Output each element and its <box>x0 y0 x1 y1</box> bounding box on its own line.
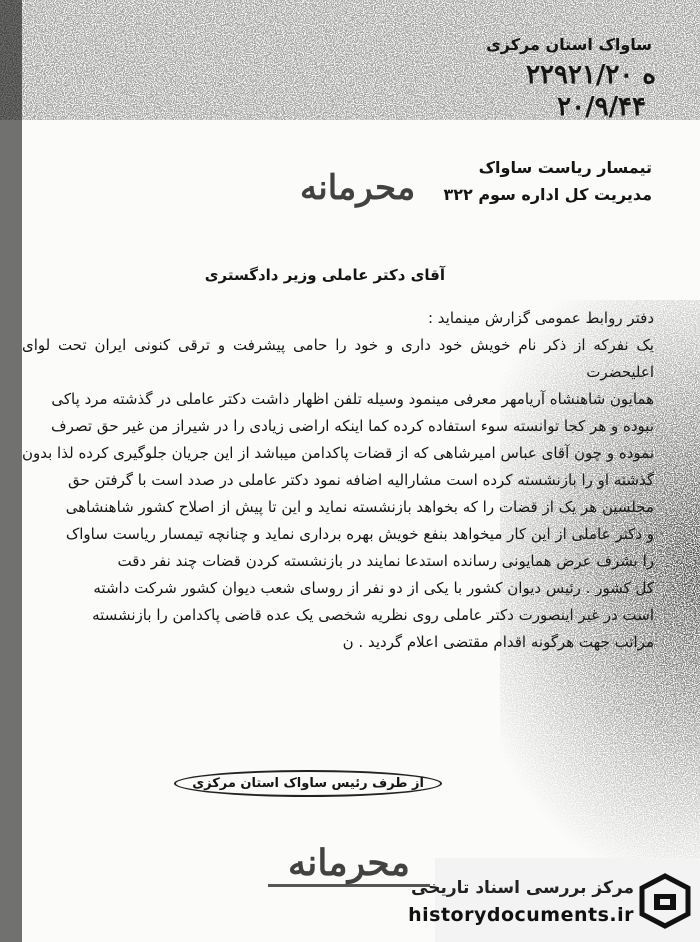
closing-signature-stamp: از طرف رئیس ساواک استان مرکزی <box>174 770 442 797</box>
body-line: را بشرف عرض همایونی رسانده استدعا نمایند در بازنشسته کردن قضات چند نفر دقت <box>117 552 654 570</box>
body-line: یک نفرکه از ذکر نام خویش خود داری و خود را حامی پیشرفت و ترقی کنونی ایران تحت لوای اعلیحضرت <box>22 336 654 381</box>
letter-number: ۲۲۹۲۱/ه ۲۰ <box>526 60 656 90</box>
body-line: کل کشور . رئیس دیوان کشور با یکی از دو نفر از روسای شعب دیوان کشور شرکت داشته <box>93 579 654 597</box>
watermark-logo <box>408 858 700 942</box>
body-line: نبوده و هر کجا توانسته سوء استفاده کرده کما اینکه اراضی زیادی را در شیراز من غیر حق تصرف <box>51 417 654 435</box>
body-line: نموده و چون آقای عباس امیرشاهی که از قضات پاکدامن میباشد از این جریان جلوگیری کرده لذا بدون <box>21 444 654 462</box>
confidential-stamp-bottom: محرمانه <box>268 842 430 887</box>
body-line: همایون شاهنشاه آریامهر معرفی مینمود وسیله تلفن اظهار داشت دکتر عاملی در گذشته مرد پاکی <box>51 390 654 408</box>
org-name: ساواک استان مرکزی <box>486 35 652 54</box>
watermark-name: مرکز بررسی اسناد تاریخی <box>411 878 634 898</box>
watermark-url: historydocuments.ir <box>408 904 634 926</box>
body-line: دفتر روابط عمومی گزارش مینماید : <box>427 309 654 327</box>
letter-body <box>22 305 654 656</box>
letter-date: ۲۰/۹/۴۴ <box>557 92 646 122</box>
subject-line: آقای دکتر عاملی وزیر دادگستری <box>204 266 445 284</box>
addressee-line: تیمسار ریاست ساواک <box>478 158 652 177</box>
department-line: مدیریت کل اداره سوم ۳۲۲ <box>443 185 652 204</box>
body-line: است در غیر اینصورت دکتر عاملی روی نظریه شخصی یک عده قاضی پاکدامن را بازنشسته <box>92 606 654 624</box>
archive-logo-icon <box>638 872 692 930</box>
body-line: گذشته او را بازنشسته کرده است مشارالیه اضافه نمود دکتر عاملی در صدد است با گرفتن حق <box>67 471 654 489</box>
confidential-stamp-top: محرمانه <box>300 168 416 208</box>
body-line: مراتب جهت هرگونه اقدام مقتضی اعلام گردید . ن <box>342 633 654 651</box>
body-line: مجلسین هر یک از قضات را که بخواهد بازنشسته نماید و این تا پیش از اصلاح کشور شاهنشاهی <box>65 498 654 516</box>
body-line: و دکتر عاملی از این کار میخواهد بنفع خویش بهره برداری نماید و چنانچه تیمسار ریاست ساواک <box>65 525 654 543</box>
